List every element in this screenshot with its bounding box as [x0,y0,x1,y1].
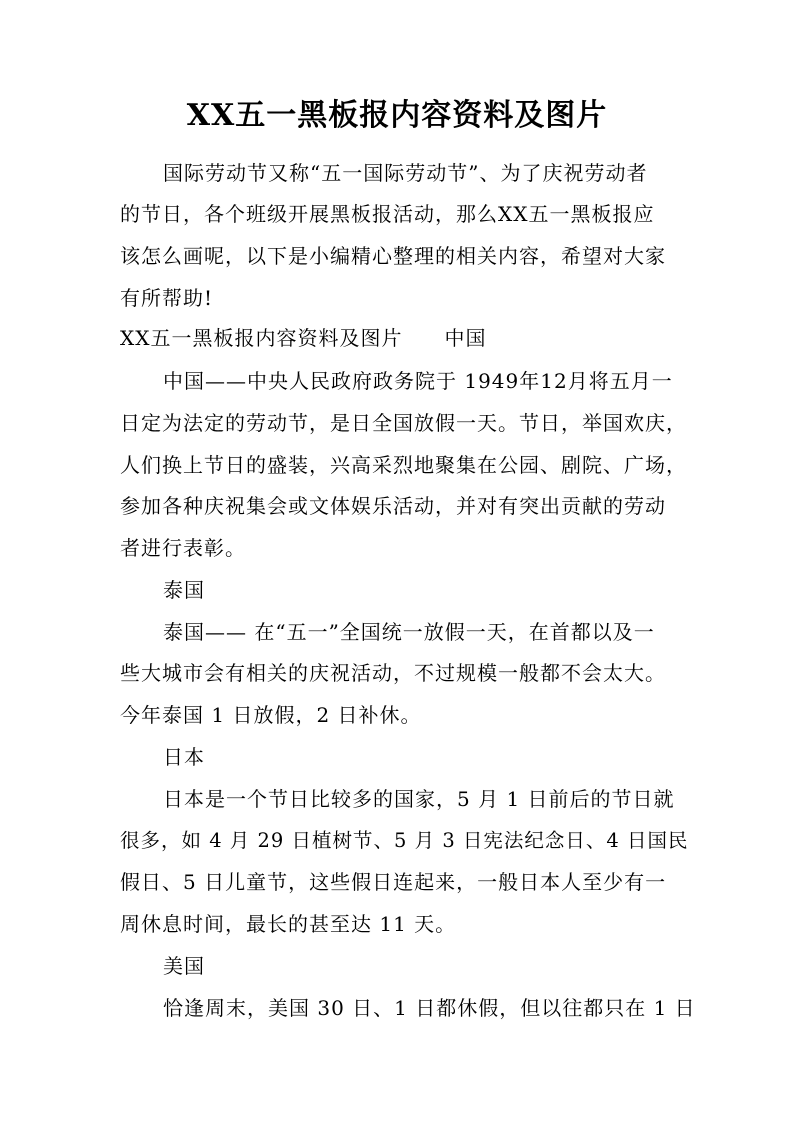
paragraph-line: 泰国—— 在“五一”全国统一放假一天，在首都以及一 [163,620,655,644]
section-heading: 美国 [163,954,205,978]
document-title: XX五一黑板报内容资料及图片 [186,98,608,133]
paragraph-line: 国际劳动节又称“五一国际劳动节”、为了庆祝劳动者 [163,161,648,185]
paragraph-line: 假日、5 日儿童节，这些假日连起来，一般日本人至少有一 [120,870,667,894]
paragraph-line: 的节日，各个班级开展黑板报活动，那么XX五一黑板报应 [120,202,655,226]
paragraph-line: 人们换上节日的盛装，兴高采烈地聚集在公园、剧院、广场， [120,453,687,477]
paragraph-line: 很多，如 4 月 29 日植树节、5 月 3 日宪法纪念日、4 日国民 [120,829,689,852]
paragraph-line: 者进行表彰。 [120,536,246,560]
paragraph-line: 日本是一个节日比较多的国家，5 月 1 日前后的节日就 [163,787,675,811]
paragraph-line: 有所帮助! [120,286,214,310]
paragraph-line: 些大城市会有相关的庆祝活动，不过规模一般都不会太大。 [120,661,666,685]
section-heading: 日本 [163,745,205,769]
paragraph-line: 日定为法定的劳动节，是日全国放假一天。节日，举国欢庆， [120,411,687,435]
section-heading-line: XX五一黑板报内容资料及图片 中国 [120,326,487,350]
paragraph-line: 今年泰国 1 日放假，2 日补休。 [120,703,422,727]
paragraph-line: 中国——中央人民政府政务院于 1949年12月将五月一 [163,369,673,393]
paragraph-line: 参加各种庆祝集会或文体娱乐活动，并对有突出贡献的劳动 [120,494,666,518]
paragraph-line: 周休息时间，最长的甚至达 11 天。 [120,912,457,936]
paragraph-line: 该怎么画呢，以下是小编精心整理的相关内容，希望对大家 [120,244,666,268]
section-heading: 泰国 [163,578,205,602]
paragraph-line: 恰逢周末，美国 30 日、1 日都休假，但以往都只在 1 日 [163,996,696,1020]
